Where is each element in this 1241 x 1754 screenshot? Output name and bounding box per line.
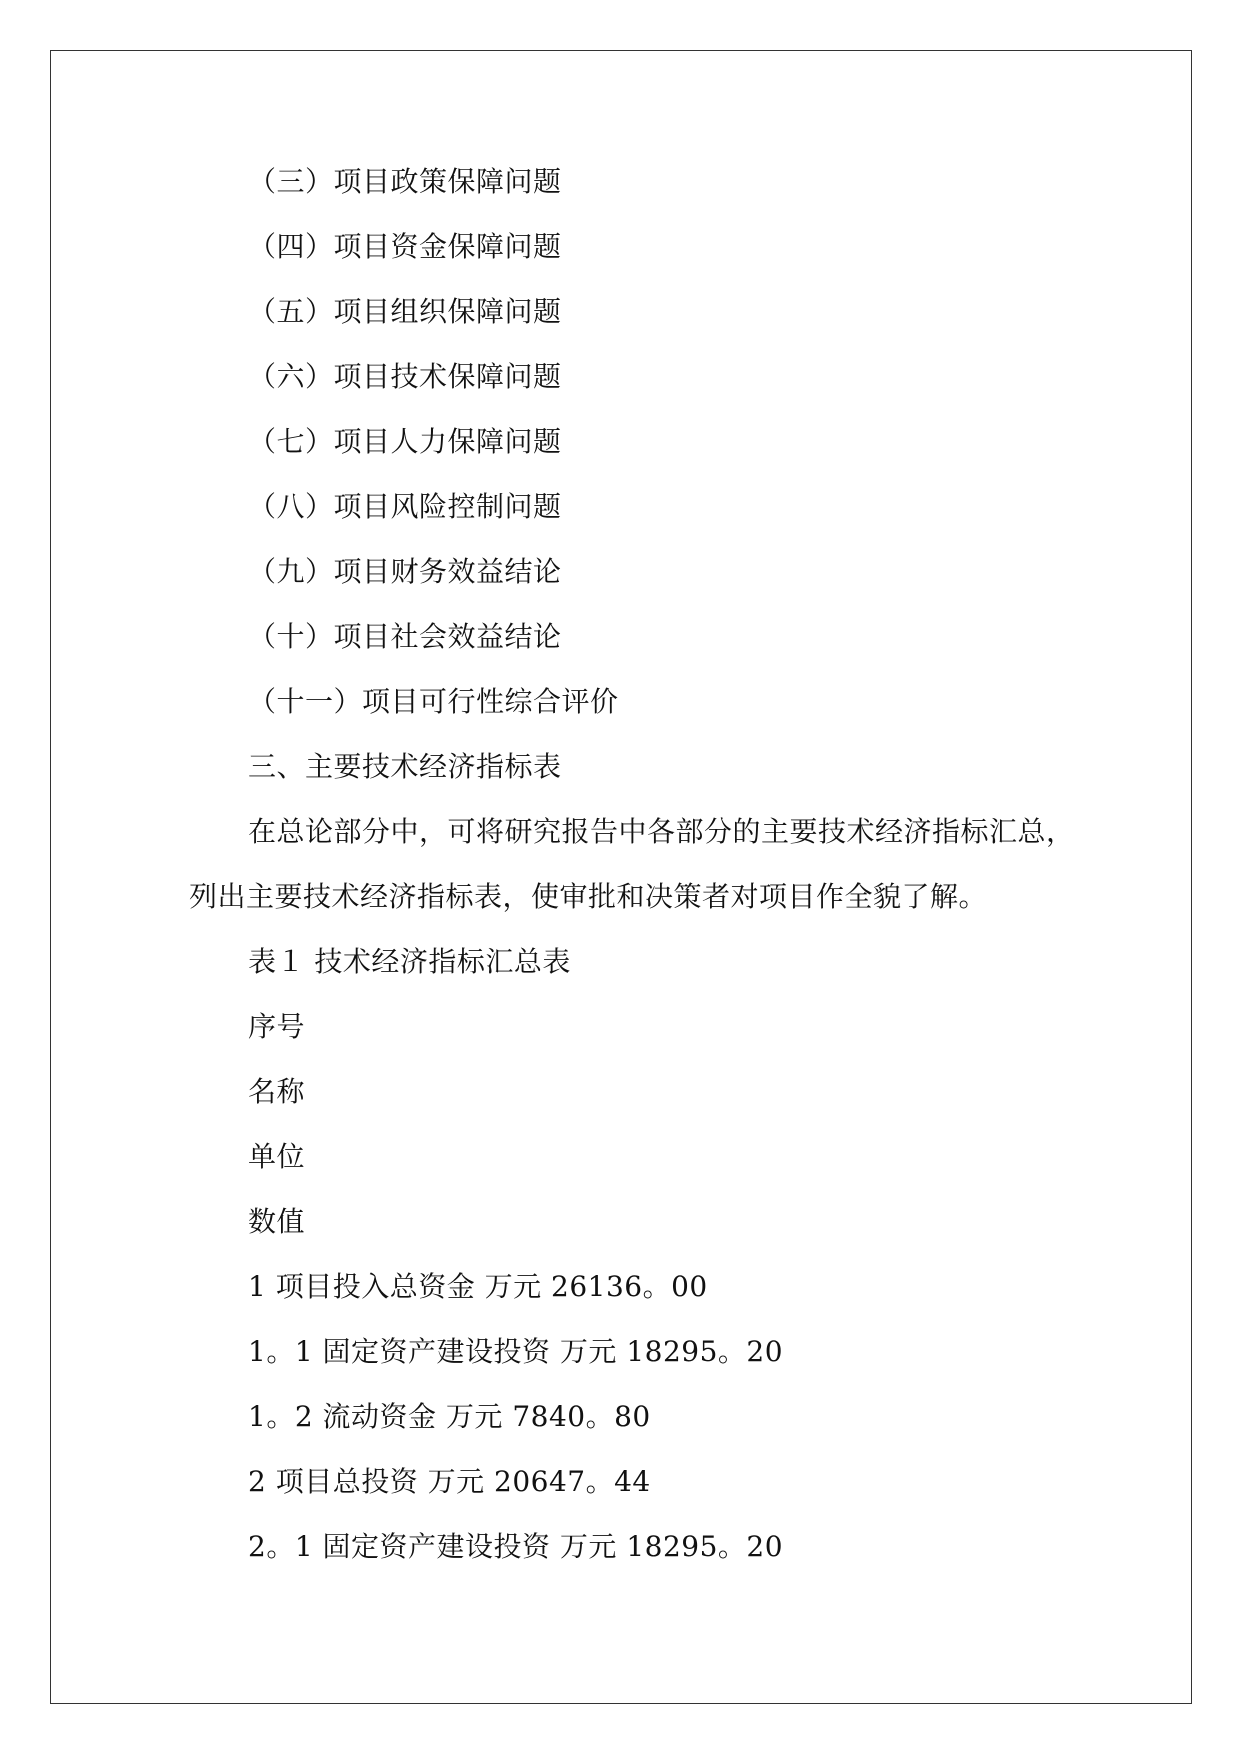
table-row: 1。2 流动资金 万元 7840。80 <box>248 1400 651 1433</box>
table-row: 2。1 固定资产建设投资 万元 18295。20 <box>248 1530 784 1563</box>
table-caption: 表１ 技术经济指标汇总表 <box>248 945 571 978</box>
table-header-unit: 单位 <box>248 1140 306 1173</box>
list-item-policy: （三）项目政策保障问题 <box>248 165 562 198</box>
paragraph-line-2: 列出主要技术经济指标表，使审批和决策者对项目作全貌了解。 <box>189 880 988 913</box>
list-item-feasibility: （十一）项目可行性综合评价 <box>248 685 619 718</box>
paragraph-line-1: 在总论部分中，可将研究报告中各部分的主要技术经济指标汇总， <box>248 815 1075 848</box>
table-row: 2 项目总投资 万元 20647。44 <box>248 1465 651 1498</box>
table-row: 1 项目投入总资金 万元 26136。00 <box>248 1270 708 1303</box>
list-item-financial: （九）项目财务效益结论 <box>248 555 562 588</box>
table-row: 1。1 固定资产建设投资 万元 18295。20 <box>248 1335 784 1368</box>
list-item-risk: （八）项目风险控制问题 <box>248 490 562 523</box>
list-item-organization: （五）项目组织保障问题 <box>248 295 562 328</box>
list-item-funding: （四）项目资金保障问题 <box>248 230 562 263</box>
list-item-social: （十）项目社会效益结论 <box>248 620 562 653</box>
table-header-name: 名称 <box>248 1075 306 1108</box>
list-item-technology: （六）项目技术保障问题 <box>248 360 562 393</box>
section-heading: 三、主要技术经济指标表 <box>248 750 562 783</box>
table-header-value: 数值 <box>248 1205 306 1238</box>
list-item-manpower: （七）项目人力保障问题 <box>248 425 562 458</box>
table-header-index: 序号 <box>248 1010 306 1043</box>
